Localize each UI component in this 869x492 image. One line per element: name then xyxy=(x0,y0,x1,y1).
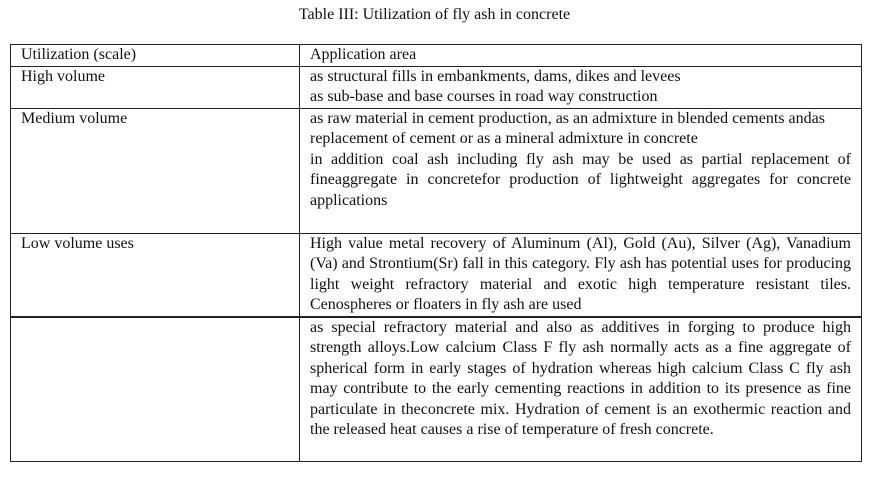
table-caption: Table III: Utilization of fly ash in concrete xyxy=(298,6,571,23)
application-line: as sub-base and base courses in road way construction xyxy=(310,88,658,105)
table-row-high-volume xyxy=(11,66,862,108)
scale-cell: High volume xyxy=(11,66,300,108)
application-paragraph: High value metal recovery of Aluminum (Al), Gold (Au), Silver (Ag), Vanadium (Va) and Strontium(Sr) fall in this category. Fly ash has potential uses for producing light weight refractory material and exotic high temperature resistant tiles. Cenospheres or floaters in fly ash are used xyxy=(310,234,851,313)
application-line: in addition coal ash including fly ash may be used as partial replacement of fineaggregate in concretefor production of lightweight aggregates for concrete applications xyxy=(310,150,851,209)
table-row-continuation xyxy=(11,317,862,462)
table-header-row xyxy=(11,45,862,67)
table-row-medium-volume xyxy=(11,108,862,233)
application-paragraph: as special refractory material and also as additives in forging to produce high strength alloys.Low calcium Class F fly ash normally acts as a fine aggregate of spherical form in early stages of hydration whereas high calcium Class C fly ash may contribute to the early cementing reactions in addition to its presence as fine particulate in theconcrete mix. Hydration of cement is an exothermic reaction and the released heat causes a rise of temperature of fresh concrete. xyxy=(310,318,851,438)
scale-cell: Low volume uses xyxy=(11,233,300,317)
application-line: as raw material in cement production, as an admixture in blended cements andas replacement of cement or as a mineral admixture in concrete xyxy=(310,109,825,147)
application-cell xyxy=(300,108,862,233)
scale-cell xyxy=(11,317,300,462)
application-cell xyxy=(300,66,862,108)
header-utilization-scale: Utilization (scale) xyxy=(11,45,300,67)
fly-ash-utilization-table xyxy=(10,44,862,462)
scale-cell: Medium volume xyxy=(11,108,300,233)
application-cell xyxy=(300,317,862,462)
table-row-low-volume xyxy=(11,233,862,317)
header-application-area: Application area xyxy=(300,45,862,67)
application-cell xyxy=(300,233,862,317)
application-line: as structural fills in embankments, dams, dikes and levees xyxy=(310,67,681,85)
